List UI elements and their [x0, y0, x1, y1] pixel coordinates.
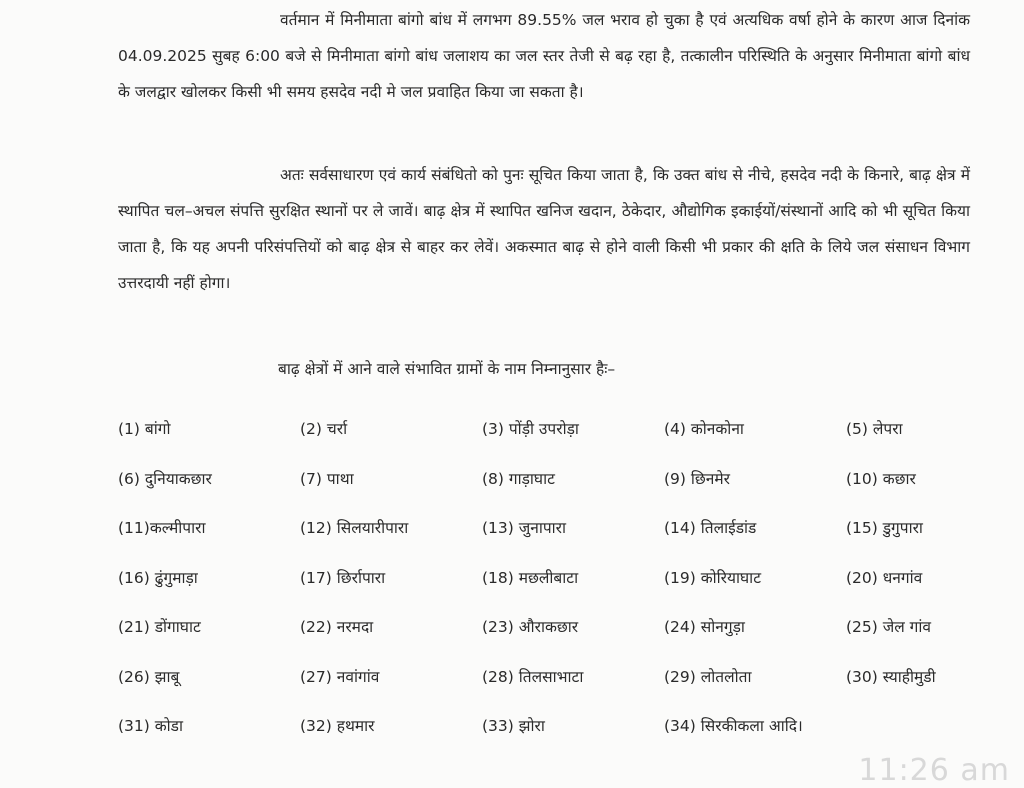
village-item: (12) सिलयारीपारा: [300, 519, 409, 537]
village-item: (7) पाथा: [300, 469, 354, 488]
village-item: (2) चर्रा: [300, 420, 348, 438]
village-item: (17) छिर्रापारा: [300, 568, 386, 587]
village-item: (33) झोरा: [482, 717, 545, 735]
village-item: (22) नरमदा: [300, 618, 374, 636]
village-item: (28) तिलसाभाटा: [482, 667, 584, 686]
village-item: (31) कोडा: [118, 717, 183, 735]
village-item: (26) झाबू: [118, 667, 180, 686]
clock-overlay: 11:26 am: [858, 753, 1010, 788]
notice-paragraph-2: अतः सर्वसाधारण एवं कार्य संबंधितो को पुनः सूचित किया जाता है, कि उक्त बांध से नीचे, हसदेव नदी के किनारे, बाढ़ क्षेत्र में स्थापित चल–अचल संपत्ति सुरक्षित स्थानों पर ले जावें। बाढ़ क्षेत्र में स्थापित खनिज खदान, ठेकेदार, औद्योगिक इकाईयों/संस्थानों आदि को भी सूचित किया जाता है, कि यह अपनी परिसंपत्तियों को बाढ़ क्षेत्र से बाहर कर लेवें। अकस्मात बाढ़ से होने वाली किसी भी प्रकार की क्षति के लिये जल संसाधन विभाग उत्तरदायी नहीं होगा।: [118, 166, 970, 292]
village-item: (13) जुनापारा: [482, 519, 567, 537]
village-item: (34) सिरकीकला आदि।: [664, 717, 803, 735]
village-item: (8) गाड़ाघाट: [482, 469, 555, 488]
village-item: (5) लेपरा: [846, 420, 903, 438]
village-item: (15) डुगुपारा: [846, 519, 923, 537]
village-item: (1) बांगो: [118, 420, 171, 438]
village-item: (29) लोतलोता: [664, 667, 752, 686]
villages-list: [118, 410, 998, 757]
village-item: (18) मछलीबाटा: [482, 568, 579, 587]
village-item: (21) डोंगाघाट: [118, 618, 201, 636]
village-item: (32) हथमार: [300, 717, 375, 735]
village-item: (20) धनगांव: [846, 568, 923, 587]
village-item: (9) छिनमेर: [664, 469, 730, 488]
village-item: (10) कछार: [846, 469, 916, 488]
village-item: (16) ढुंगुमाड़ा: [118, 568, 198, 587]
village-item: (25) जेल गांव: [846, 618, 932, 636]
village-item: (19) कोरियाघाट: [664, 568, 762, 587]
villages-heading: बाढ़ क्षेत्रों में आने वाले संभावित ग्रामों के नाम निम्नानुसार हैः–: [278, 360, 616, 378]
village-item: (24) सोनगुड़ा: [664, 618, 745, 636]
village-item: (11)कल्मीपारा: [118, 519, 206, 537]
village-item: (14) तिलाईडांड: [664, 519, 757, 537]
village-item: (6) दुनियाकछार: [118, 469, 212, 488]
village-item: (27) नवांगांव: [300, 667, 380, 686]
village-item: (23) औराकछार: [482, 618, 579, 636]
village-item: (4) कोनकोना: [664, 420, 744, 438]
village-item: (30) स्याहीमुडी: [846, 667, 936, 686]
village-item: (3) पोंड़ी उपरोड़ा: [482, 420, 579, 438]
notice-paragraph-1: वर्तमान में मिनीमाता बांगो बांध में लगभग 89.55% जल भराव हो चुका है एवं अत्यधिक वर्षा होने के कारण आज दिनांक 04.09.2025 सुबह 6:00 बजे से मिनीमाता बांगो बांध जलाशय का जल स्तर तेजी से बढ़ रहा है, तत्कालीन परिस्थिति के अनुसार मिनीमाता बांगो बांध के जलद्वार खोलकर किसी भी समय हसदेव नदी मे जल प्रवाहित किया जा सकता है।: [118, 11, 970, 101]
